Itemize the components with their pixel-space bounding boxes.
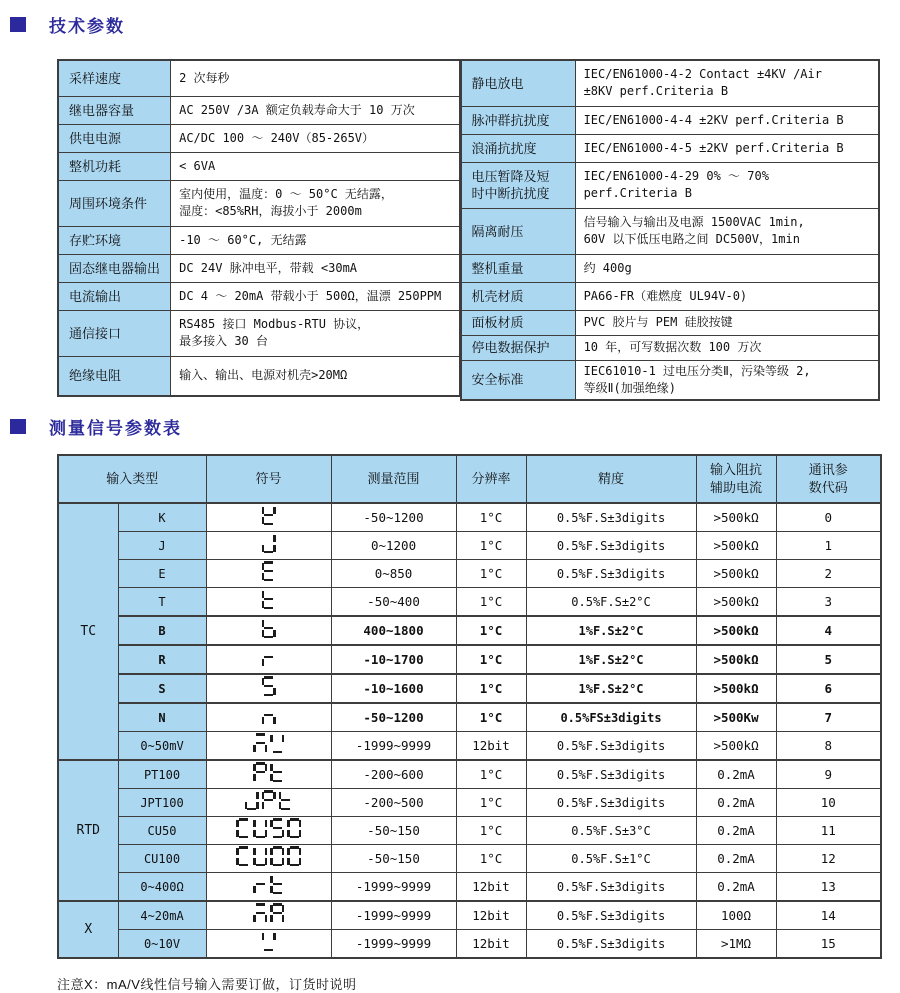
input-type-cell: PT100 (118, 760, 206, 789)
table-row (58, 60, 460, 96)
input-group-cell: TC (58, 503, 118, 760)
seven-segment-char (262, 618, 276, 638)
signal-section-header (10, 414, 900, 439)
impedance-cell: >500kΩ (696, 616, 776, 645)
input-type-cell: 0~10V (118, 930, 206, 959)
accuracy-cell: 0.5%F.S±3digits (526, 930, 696, 959)
seven-segment-char (262, 931, 276, 951)
param-value: -10 ～ 60°C, 无结露 (171, 226, 460, 254)
tech-params-tables (57, 59, 880, 401)
measure-range-cell: 0~1200 (331, 532, 456, 560)
accuracy-cell: 0.5%F.S±3digits (526, 760, 696, 789)
table-row (461, 254, 879, 282)
param-value: RS485 接口 Modbus-RTU 协议， 最多接入 30 台 (171, 310, 460, 356)
table-row (58, 152, 460, 180)
measure-range-cell: -50~400 (331, 588, 456, 617)
input-type-cell: JPT100 (118, 789, 206, 817)
seven-segment-char (287, 846, 301, 866)
resolution-cell: 12bit (456, 873, 526, 902)
impedance-cell: 0.2mA (696, 873, 776, 902)
seven-segment-char (270, 846, 284, 866)
param-value: 2 次每秒 (171, 60, 460, 96)
display-symbol-cell (206, 703, 331, 732)
seven-segment-symbol (260, 589, 277, 609)
tech-params-table-left (57, 59, 461, 397)
measure-range-cell: -1999~9999 (331, 901, 456, 930)
impedance-cell: >500Kw (696, 703, 776, 732)
accuracy-cell: 0.5%FS±3digits (526, 703, 696, 732)
impedance-cell: >500kΩ (696, 645, 776, 674)
comm-code-cell: 4 (776, 616, 881, 645)
seven-segment-symbol (260, 931, 277, 951)
accuracy-cell: 0.5%F.S±3digits (526, 532, 696, 560)
signal-row (58, 645, 881, 674)
table-row (461, 106, 879, 134)
seven-segment-char (262, 561, 276, 581)
comm-code-cell: 10 (776, 789, 881, 817)
resolution-cell: 1°C (456, 674, 526, 703)
signal-row (58, 789, 881, 817)
resolution-cell: 1°C (456, 616, 526, 645)
seven-segment-char (253, 846, 267, 866)
comm-code-cell: 3 (776, 588, 881, 617)
table-row (58, 124, 460, 152)
input-type-cell: J (118, 532, 206, 560)
input-type-cell: CU100 (118, 845, 206, 873)
table-row (58, 180, 460, 226)
param-value: DC 4 ～ 20mA 带载小于 500Ω，温漂 250PPM (171, 282, 460, 310)
resolution-cell: 1°C (456, 645, 526, 674)
table-row (461, 208, 879, 254)
seven-segment-char (262, 647, 276, 667)
comm-code-cell: 1 (776, 532, 881, 560)
signal-row (58, 760, 881, 789)
param-value: IEC/EN61000-4-4 ±2KV perf.Criteria B (575, 106, 879, 134)
param-label: 周围环境条件 (58, 180, 171, 226)
display-symbol-cell (206, 645, 331, 674)
seven-segment-char (287, 818, 301, 838)
seven-segment-symbol (252, 733, 286, 753)
param-value: 10 年，可写数据次数 100 万次 (575, 335, 879, 360)
signal-row (58, 532, 881, 560)
impedance-cell: >500kΩ (696, 560, 776, 588)
impedance-cell: >500kΩ (696, 732, 776, 761)
impedance-cell: >500kΩ (696, 503, 776, 532)
measure-range-cell: 400~1800 (331, 616, 456, 645)
table-row (58, 310, 460, 356)
column-header: 符号 (206, 455, 331, 503)
param-label: 停电数据保护 (461, 335, 576, 360)
column-header: 分辨率 (456, 455, 526, 503)
section-marker-icon (10, 17, 26, 32)
seven-segment-symbol (260, 505, 277, 525)
seven-segment-symbol (260, 618, 277, 638)
input-type-cell: 4~20mA (118, 901, 206, 930)
param-label: 采样速度 (58, 60, 171, 96)
display-symbol-cell (206, 503, 331, 532)
comm-code-cell: 2 (776, 560, 881, 588)
param-label: 脉冲群抗扰度 (461, 106, 576, 134)
accuracy-cell: 0.5%F.S±1°C (526, 845, 696, 873)
table-row (58, 282, 460, 310)
measure-range-cell: -200~600 (331, 760, 456, 789)
param-label: 安全标准 (461, 360, 576, 400)
param-value: IEC61010-1 过电压分类Ⅱ，污染等级 2, 等级Ⅱ(加强绝缘) (575, 360, 879, 400)
seven-segment-symbol (235, 818, 303, 838)
measure-range-cell: -1999~9999 (331, 873, 456, 902)
signal-row (58, 503, 881, 532)
seven-segment-char (245, 790, 259, 810)
comm-code-cell: 5 (776, 645, 881, 674)
resolution-cell: 1°C (456, 760, 526, 789)
param-label: 隔离耐压 (461, 208, 576, 254)
display-symbol-cell (206, 588, 331, 617)
comm-code-cell: 13 (776, 873, 881, 902)
param-label: 固态继电器输出 (58, 254, 171, 282)
comm-code-cell: 0 (776, 503, 881, 532)
input-type-cell: S (118, 674, 206, 703)
input-type-cell: 0~50mV (118, 732, 206, 761)
input-type-cell: R (118, 645, 206, 674)
input-group-cell: X (58, 901, 118, 958)
column-header: 通讯参 数代码 (776, 455, 881, 503)
comm-code-cell: 11 (776, 817, 881, 845)
seven-segment-char (253, 903, 267, 923)
accuracy-cell: 1%F.S±2°C (526, 674, 696, 703)
param-label: 电流输出 (58, 282, 171, 310)
accuracy-cell: 0.5%F.S±3digits (526, 503, 696, 532)
param-label: 绝缘电阻 (58, 356, 171, 396)
seven-segment-char (262, 705, 276, 725)
display-symbol-cell (206, 817, 331, 845)
display-symbol-cell (206, 532, 331, 560)
seven-segment-symbol (252, 874, 286, 894)
accuracy-cell: 0.5%F.S±3digits (526, 732, 696, 761)
column-header: 输入类型 (58, 455, 206, 503)
seven-segment-char (236, 818, 250, 838)
seven-segment-char (262, 589, 276, 609)
param-value: 室内使用，温度：0 ～ 50°C 无结露， 湿度：<85%RH，海拔小于 2000m (171, 180, 460, 226)
param-value: AC/DC 100 ～ 240V（85-265V） (171, 124, 460, 152)
seven-segment-char (262, 676, 276, 696)
impedance-cell: >1MΩ (696, 930, 776, 959)
resolution-cell: 1°C (456, 789, 526, 817)
display-symbol-cell (206, 560, 331, 588)
seven-segment-symbol (260, 647, 277, 667)
param-value: < 6VA (171, 152, 460, 180)
param-value: DC 24V 脉冲电平，带载 <30mA (171, 254, 460, 282)
param-value: IEC/EN61000-4-5 ±2KV perf.Criteria B (575, 134, 879, 162)
resolution-cell: 1°C (456, 817, 526, 845)
signal-params-table (57, 454, 882, 959)
seven-segment-char (253, 818, 267, 838)
seven-segment-char (270, 903, 284, 923)
impedance-cell: 0.2mA (696, 817, 776, 845)
table-row (461, 282, 879, 310)
param-label: 继电器容量 (58, 96, 171, 124)
param-label: 存贮环境 (58, 226, 171, 254)
measure-range-cell: -50~150 (331, 817, 456, 845)
measure-range-cell: -10~1700 (331, 645, 456, 674)
seven-segment-symbol (260, 561, 277, 581)
resolution-cell: 1°C (456, 845, 526, 873)
seven-segment-char (270, 874, 284, 894)
seven-segment-char (270, 733, 284, 753)
comm-code-cell: 15 (776, 930, 881, 959)
resolution-cell: 1°C (456, 703, 526, 732)
signal-row (58, 674, 881, 703)
param-value: 约 400g (575, 254, 879, 282)
param-label: 浪涌抗扰度 (461, 134, 576, 162)
resolution-cell: 1°C (456, 532, 526, 560)
seven-segment-char (253, 733, 267, 753)
impedance-cell: >500kΩ (696, 674, 776, 703)
table-row (461, 335, 879, 360)
column-header: 测量范围 (331, 455, 456, 503)
accuracy-cell: 0.5%F.S±3digits (526, 560, 696, 588)
seven-segment-char (253, 874, 267, 894)
display-symbol-cell (206, 789, 331, 817)
impedance-cell: >500kΩ (696, 588, 776, 617)
footnote: 注意X：mA/V线性信号输入需要订做，订货时说明 (57, 977, 357, 992)
seven-segment-char (253, 762, 267, 782)
column-header: 输入阻抗 辅助电流 (696, 455, 776, 503)
measure-range-cell: -200~500 (331, 789, 456, 817)
table-row (58, 356, 460, 396)
input-type-cell: E (118, 560, 206, 588)
impedance-cell: 100Ω (696, 901, 776, 930)
seven-segment-char (262, 533, 276, 553)
comm-code-cell: 12 (776, 845, 881, 873)
comm-code-cell: 6 (776, 674, 881, 703)
accuracy-cell: 1%F.S±2°C (526, 616, 696, 645)
param-value: PA66-FR（难燃度 UL94V-0) (575, 282, 879, 310)
table-row (58, 96, 460, 124)
measure-range-cell: -1999~9999 (331, 732, 456, 761)
seven-segment-symbol (243, 790, 294, 810)
param-label: 面板材质 (461, 310, 576, 335)
input-type-cell: B (118, 616, 206, 645)
param-label: 通信接口 (58, 310, 171, 356)
signal-row (58, 901, 881, 930)
comm-code-cell: 14 (776, 901, 881, 930)
impedance-cell: 0.2mA (696, 789, 776, 817)
tech-params-table-right (460, 59, 880, 401)
param-value: PVC 胶片与 PEM 硅胶按键 (575, 310, 879, 335)
impedance-cell: 0.2mA (696, 845, 776, 873)
param-value: IEC/EN61000-4-2 Contact ±4KV /Air ±8KV perf.Criteria B (575, 60, 879, 106)
column-header: 精度 (526, 455, 696, 503)
param-label: 整机重量 (461, 254, 576, 282)
param-label: 机壳材质 (461, 282, 576, 310)
display-symbol-cell (206, 616, 331, 645)
param-value: 信号输入与输出及电源 1500VAC 1min, 60V 以下低压电路之间 DC500V，1min (575, 208, 879, 254)
resolution-cell: 1°C (456, 503, 526, 532)
param-label: 电压暂降及短 时中断抗扰度 (461, 162, 576, 208)
signal-row (58, 588, 881, 617)
comm-code-cell: 7 (776, 703, 881, 732)
measure-range-cell: -50~1200 (331, 503, 456, 532)
signal-row (58, 817, 881, 845)
accuracy-cell: 0.5%F.S±3°C (526, 817, 696, 845)
seven-segment-symbol (260, 533, 277, 553)
comm-code-cell: 8 (776, 732, 881, 761)
param-value: IEC/EN61000-4-29 0% ～ 70% perf.Criteria B (575, 162, 879, 208)
input-type-cell: CU50 (118, 817, 206, 845)
param-label: 供电电源 (58, 124, 171, 152)
input-group-cell: RTD (58, 760, 118, 901)
seven-segment-symbol (235, 846, 303, 866)
input-type-cell: K (118, 503, 206, 532)
signal-row (58, 930, 881, 959)
header-row (58, 455, 881, 503)
display-symbol-cell (206, 760, 331, 789)
seven-segment-char (279, 790, 293, 810)
signal-row (58, 616, 881, 645)
table-row (461, 162, 879, 208)
signal-row (58, 845, 881, 873)
input-type-cell: N (118, 703, 206, 732)
measure-range-cell: -1999~9999 (331, 930, 456, 959)
signal-row (58, 703, 881, 732)
measure-range-cell: -50~150 (331, 845, 456, 873)
seven-segment-symbol (260, 676, 277, 696)
display-symbol-cell (206, 732, 331, 761)
resolution-cell: 1°C (456, 560, 526, 588)
table-row (58, 226, 460, 254)
accuracy-cell: 1%F.S±2°C (526, 645, 696, 674)
display-symbol-cell (206, 873, 331, 902)
resolution-cell: 12bit (456, 930, 526, 959)
param-label: 静电放电 (461, 60, 576, 106)
display-symbol-cell (206, 674, 331, 703)
param-value: 输入、输出、电源对机壳>20MΩ (171, 356, 460, 396)
signal-row (58, 732, 881, 761)
table-row (58, 254, 460, 282)
measure-range-cell: -50~1200 (331, 703, 456, 732)
seven-segment-char (270, 818, 284, 838)
table-row (461, 310, 879, 335)
measure-range-cell: -10~1600 (331, 674, 456, 703)
resolution-cell: 1°C (456, 588, 526, 617)
input-type-cell: T (118, 588, 206, 617)
impedance-cell: 0.2mA (696, 760, 776, 789)
seven-segment-char (236, 846, 250, 866)
seven-segment-symbol (252, 903, 286, 923)
impedance-cell: >500kΩ (696, 532, 776, 560)
accuracy-cell: 0.5%F.S±3digits (526, 873, 696, 902)
table-row (461, 134, 879, 162)
measure-range-cell: 0~850 (331, 560, 456, 588)
display-symbol-cell (206, 901, 331, 930)
table-row (461, 360, 879, 400)
resolution-cell: 12bit (456, 732, 526, 761)
seven-segment-symbol (252, 762, 286, 782)
section-title: 技术参数 (49, 17, 125, 36)
seven-segment-char (262, 790, 276, 810)
table-row (461, 60, 879, 106)
section-title: 测量信号参数表 (49, 419, 182, 438)
seven-segment-char (262, 505, 276, 525)
seven-segment-char (270, 762, 284, 782)
display-symbol-cell (206, 845, 331, 873)
comm-code-cell: 9 (776, 760, 881, 789)
resolution-cell: 12bit (456, 901, 526, 930)
accuracy-cell: 0.5%F.S±3digits (526, 789, 696, 817)
signal-row (58, 873, 881, 902)
param-label: 整机功耗 (58, 152, 171, 180)
param-value: AC 250V /3A 额定负载寿命大于 10 万次 (171, 96, 460, 124)
display-symbol-cell (206, 930, 331, 959)
tech-section-header (10, 0, 900, 37)
seven-segment-symbol (260, 705, 277, 725)
accuracy-cell: 0.5%F.S±3digits (526, 901, 696, 930)
signal-row (58, 560, 881, 588)
accuracy-cell: 0.5%F.S±2°C (526, 588, 696, 617)
input-type-cell: 0~400Ω (118, 873, 206, 902)
section-marker-icon (10, 419, 26, 434)
